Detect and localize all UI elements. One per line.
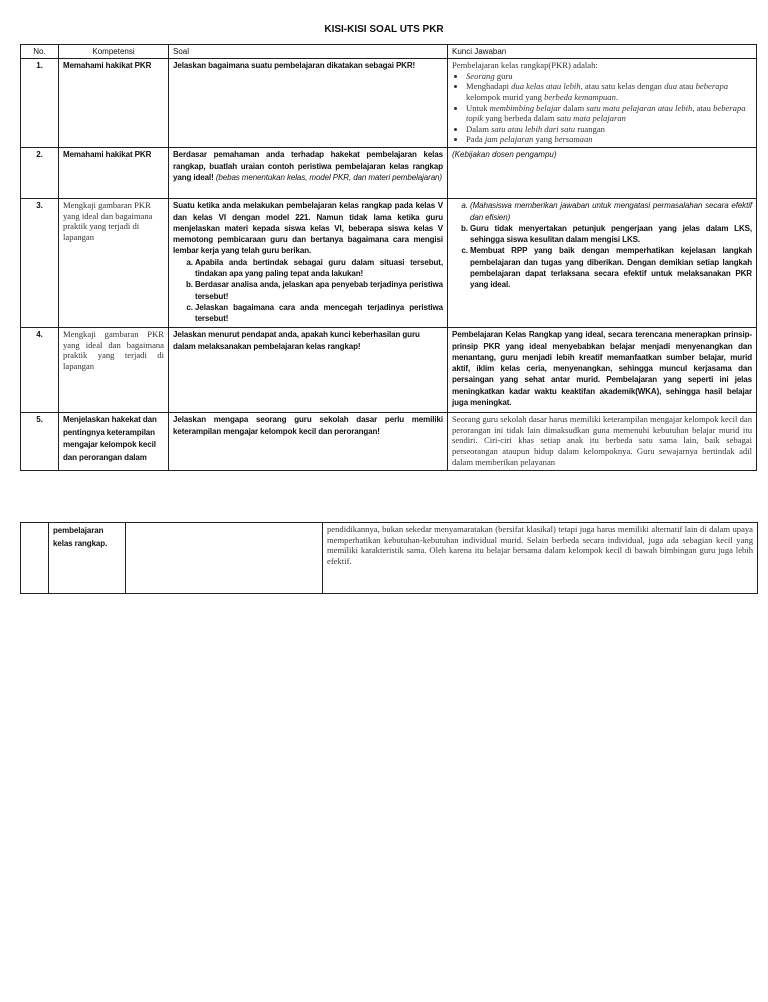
row-no: 1. bbox=[21, 59, 59, 148]
row-kompetensi: pembelajaran kelas rangkap. bbox=[49, 523, 126, 594]
row-kompetensi: Memahami hakikat PKR bbox=[59, 59, 169, 148]
row-soal: Suatu ketika anda melakukan pembelajaran kelas rangkap pada kelas V dan kelas VI dengan model 221. Namun tidak lama ketika guru menjelaskan materi kepada siswa kelas VI, beberapa siswa kelas V memotong pembicaraan guru dan bertanya bagaimana cara mengisi lembar kerja yang telah guru berikan. a. Apabila anda bertindak sebagai guru dalam situasi tersebut, tindakan apa yang paling tepat anda lakukan! b. Berdasar analisa anda, jelaskan apa penyebab terjadinya peristiwa tersebut! c. Jelaskan bagaimana cara anda mencegah terjadinya peristiwa tersebut! bbox=[169, 199, 448, 328]
row-soal: Berdasar pemahaman anda terhadap hakekat pembelajaran kelas rangkap, buatlah uraian contoh peristiwa pembelajaran kelas rangkap yang ideal! (bebas menentukan kelas, model PKR, dan materi pembelajaran) bbox=[169, 148, 448, 199]
table-row bbox=[21, 523, 758, 594]
continuation-table bbox=[20, 522, 758, 594]
row-kunci: Seorang guru sekolah dasar harus memiliki keterampilan mengajar kelompok kecil dan perorangan ini tidak lain dimaksudkan guna memenuhi kebutuhan belajar murid itu sendiri. Ciri-ciri khas setiap anak itu berbeda satu sama lain, baik sebagai perseorangan ataupun hidup dalam kelompoknya. Guru sewajarnya bertindak adil dalam memberikan pelayanan bbox=[448, 413, 757, 471]
row-soal: Jelaskan bagaimana suatu pembelajaran dikatakan sebagai PKR! bbox=[169, 59, 448, 148]
row-no bbox=[21, 523, 49, 594]
row-kunci: Pembelajaran Kelas Rangkap yang ideal, secara terencana menerapkan prinsip-prinsip PKR yang ideal menyebabkan belajar menjadi menyenangkan dan menantang, guru menjadi lebih kreatif memanfaatkan sumber belajar, murid aktif, iklim kelas ceria, menyenangkan, sehingga muncul kerjasama dan persaingan yang sehat antar murid. Pembelajaran yang seperti ini jelas meningkatkan kadar waktu keaktifan akademik(WKA), sehingga hasil belajar juga meningkat. bbox=[448, 328, 757, 413]
soal-item: c. Jelaskan bagaimana cara anda mencegah terjadinya peristiwa tersebut! bbox=[195, 302, 443, 325]
row-no: 5. bbox=[21, 413, 59, 471]
row-kunci bbox=[448, 59, 757, 148]
soal-item: b. Berdasar analisa anda, jelaskan apa penyebab terjadinya peristiwa tersebut! bbox=[195, 279, 443, 302]
kunci-item: b. Guru tidak menyertakan petunjuk pengerjaan yang jelas dalam LKS, sehingga siswa kesulitan dalam mengisi LKS. bbox=[470, 223, 752, 246]
row-kunci: (Kebijakan dosen pengampu) bbox=[448, 148, 757, 199]
row-no: 3. bbox=[21, 199, 59, 328]
header-soal: Soal bbox=[169, 45, 448, 59]
kunci-item-list bbox=[452, 200, 752, 290]
row-soal: Jelaskan menurut pendapat anda, apakah kunci keberhasilan guru dalam melaksanakan pembelajaran kelas rangkap! bbox=[169, 328, 448, 413]
row-kunci bbox=[448, 199, 757, 328]
header-kunci: Kunci Jawaban bbox=[448, 45, 757, 59]
table-row bbox=[21, 413, 757, 471]
row-kompetensi: Mengkaji gambaran PKR yang ideal dan bagaimana praktik yang terjadi di lapangan bbox=[59, 199, 169, 328]
kunci-item: c. Membuat RPP yang baik dengan memperhatikan kejelasan langkah pembelajaran dan tugas yang diberikan. Dengan demikian setiap langkah pembelajaran dapat terlaksana secara efektif untuk melaksanakan PKR yang ideal. bbox=[470, 245, 752, 290]
row-no: 2. bbox=[21, 148, 59, 199]
kisi-kisi-table bbox=[20, 44, 757, 471]
table-header-row bbox=[21, 45, 757, 59]
kunci-item: a. (Mahasiswa memberikan jawaban untuk mengatasi permasalahan secara efektif dan efisien) bbox=[470, 200, 752, 223]
header-kompetensi: Kompetensi bbox=[59, 45, 169, 59]
bullet-item: • Menghadapi dua kelas atau lebih, atau satu kelas dengan dua atau beberapa kelompok murid yang berbeda kemampuan. bbox=[466, 81, 752, 102]
table-row bbox=[21, 59, 757, 148]
kunci-bullet-list bbox=[452, 71, 752, 145]
bullet-item: • Pada jam pelajaran yang bersamaan bbox=[466, 134, 752, 145]
row-no: 4. bbox=[21, 328, 59, 413]
bullet-item: • Seorang guru bbox=[466, 71, 752, 82]
row-kompetensi: Menjelaskan hakekat dan pentingnya keterampilan mengajar kelompok kecil dan perorangan dalam bbox=[59, 413, 169, 471]
kunci-intro: Pembelajaran kelas rangkap(PKR) adalah: bbox=[452, 60, 598, 71]
table-row bbox=[21, 148, 757, 199]
soal-item-list bbox=[173, 257, 443, 325]
bullet-item: • Untuk membimbing belajar dalam satu mata pelajaran atau lebih, atau beberapa topik yang berbeda dalam satu mata pelajaran bbox=[466, 103, 752, 124]
header-no: No. bbox=[21, 45, 59, 59]
table-row bbox=[21, 199, 757, 328]
table-row bbox=[21, 328, 757, 413]
row-kompetensi: Memahami hakikat PKR bbox=[59, 148, 169, 199]
row-kunci: pendidikannya, bukan sekedar menyamaratakan (bersifat klasikal) tetapi juga harus memiliki alternatif lain di dalam upaya memperhatikan kebutuhan-kebutuhan individual murid. Selain berbeda secara individual, juga ada sebagian kecil yang memiliki karakteristik sama. Oleh karena itu belajar bersama dalam kelompok kecil di bawah bimbingan guru juga lebih efektif. bbox=[323, 523, 758, 594]
row-kompetensi: Mengkaji gambaran PKR yang ideal dan bagaimana praktik yang terjadi di lapangan bbox=[59, 328, 169, 413]
row-soal bbox=[126, 523, 323, 594]
soal-item: a. Apabila anda bertindak sebagai guru dalam situasi tersebut, tindakan apa yang paling tepat anda lakukan! bbox=[195, 257, 443, 280]
row-soal: Jelaskan mengapa seorang guru sekolah dasar perlu memiliki keterampilan mengajar kelompok kecil dan perorangan! bbox=[169, 413, 448, 471]
bullet-item: • Dalam satu atau lebih dari satu ruangan bbox=[466, 124, 752, 135]
document-title: KISI-KISI SOAL UTS PKR bbox=[324, 24, 444, 35]
